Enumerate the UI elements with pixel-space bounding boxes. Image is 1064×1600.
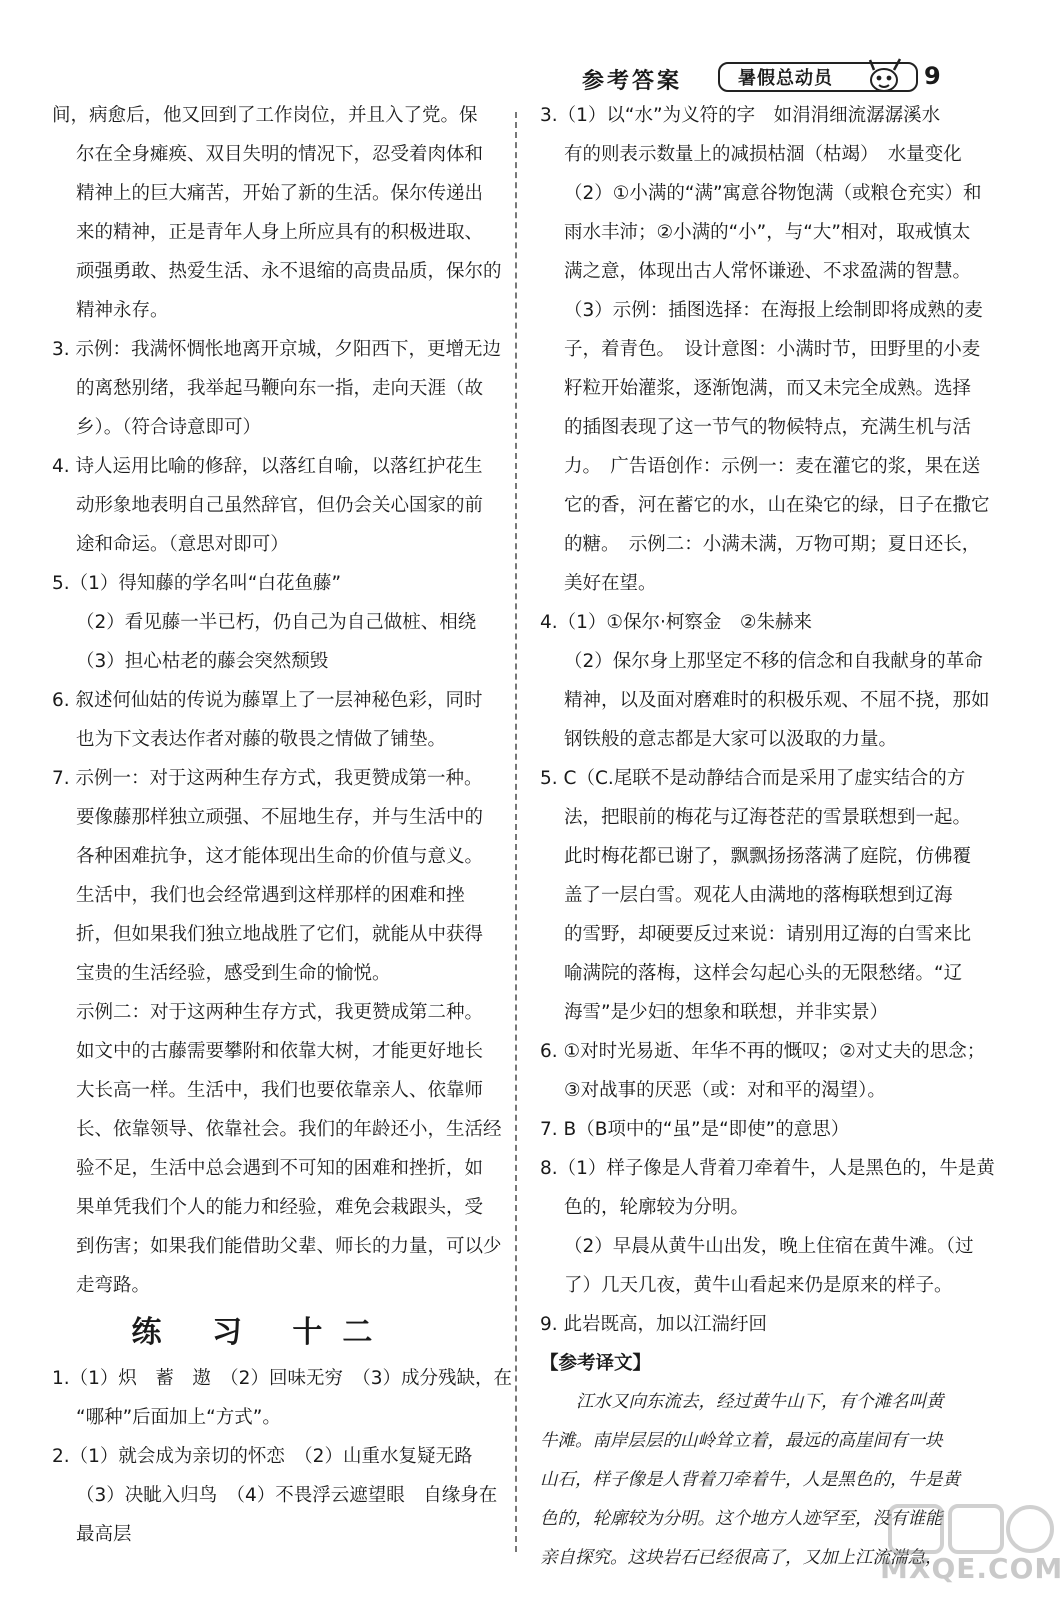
answer-line: 长、依靠领导、依靠社会。我们的年龄还小，生活经	[76, 1119, 502, 1140]
answer-line: ③对战事的厌恶（或：对和平的渴望）。	[564, 1080, 886, 1101]
answer-line: 要像藤那样独立顽强、不屈地生存，并与生活中的	[76, 807, 484, 828]
answer-line: 2.（1）就会成为亲切的怀恋 （2）山重水复疑无路	[52, 1446, 473, 1467]
answer-line: （2）①小满的“满”寓意谷物饱满（或粮仓充实）和	[564, 183, 982, 204]
translation-line: 牛滩。南岸层层的山岭耸立着，最远的高崖间有一块	[540, 1431, 943, 1451]
header-title: 参考答案	[582, 69, 683, 94]
answer-line: 6. 叙述何仙姑的传说为藤罩上了一层神秘色彩，同时	[52, 690, 483, 711]
answer-line: 雨水丰沛；②小满的“小”，与“大”相对，取戒慎太	[564, 222, 971, 243]
answer-line: 折，但如果我们独立地战胜了它们，就能从中获得	[76, 924, 484, 945]
answer-line: 9. 此岩既高，加以江湍纡回	[540, 1314, 768, 1335]
watermark-logo	[880, 1500, 1064, 1590]
answer-line: 了）几天几夜，黄牛山看起来仍是原来的样子。	[564, 1275, 953, 1296]
answer-line: 走弯路。	[76, 1275, 151, 1296]
translation-line: 色的，轮廓较为分明。这个地方人迹罕至，没有谁能	[540, 1509, 943, 1529]
answer-line: 精神，以及面对磨难时的积极乐观、不屈不挠，那如	[564, 690, 990, 711]
answer-line: 法，把眼前的梅花与辽海苍茫的雪景联想到一起。	[564, 807, 972, 828]
answer-line: 大长高一样。生活中，我们也要依靠亲人、依靠师	[76, 1080, 484, 1101]
answer-line: 4.（1）①保尔·柯察金 ②朱赫来	[540, 612, 812, 633]
answer-line: 7. 示例一：对于这两种生存方式，我更赞成第一种。	[52, 768, 483, 789]
answer-line: 最高层	[76, 1524, 132, 1545]
answer-line: 生活中，我们也会经常遇到这样那样的困难和挫	[76, 885, 465, 906]
watermark-text: MXQE.COM	[880, 1552, 1064, 1585]
right-column	[540, 96, 995, 1578]
answer-line: 也为下文表达作者对藤的敬畏之情做了铺垫。	[76, 729, 447, 750]
answer-line: 间，病愈后，他又回到了工作岗位，并且入了党。保	[52, 105, 478, 126]
header-tab: 暑假总动员	[718, 62, 918, 92]
answer-line: 有的则表示数量上的减损枯涸（枯竭） 水量变化	[564, 144, 962, 165]
answer-line: 它的香，河在蓄它的水，山在染它的绿，日子在撒它	[564, 495, 990, 516]
translation-line: 亲自探究。这块岩石已经很高了，又加上江流湍急，	[540, 1548, 943, 1568]
answer-line: 子，着青色。 设计意图：小满时节，田野里的小麦	[564, 339, 981, 360]
answer-line: 各种困难抗争，这才能体现出生命的价值与意义。	[76, 846, 484, 867]
answer-line: 5.（1）得知藤的学名叫“白花鱼藤”	[52, 573, 342, 594]
answer-line: 的离愁别绪，我举起马鞭向东一指，走向天涯（故	[76, 378, 484, 399]
answer-line: 的雪野，却硬要反过来说：请别用辽海的白雪来比	[564, 924, 972, 945]
answer-line: 力。 广告语创作：示例一：麦在灌它的浆，果在送	[564, 456, 981, 477]
answer-line: 6. ①对时光易逝、年华不再的慨叹；②对丈夫的思念；	[540, 1041, 986, 1062]
page-number: 9	[924, 62, 941, 90]
answer-line: 果单凭我们个人的能力和经验，难免会栽跟头，受	[76, 1197, 484, 1218]
translation-line: 山石，样子像是人背着刀牵着牛，人是黑色的，牛是黄	[540, 1470, 960, 1490]
answer-line: “哪种”后面加上“方式”。	[76, 1407, 281, 1428]
answer-line: 钢铁般的意志都是大家可以汲取的力量。	[564, 729, 898, 750]
answer-line: 美好在望。	[564, 573, 657, 594]
left-column	[52, 96, 512, 1554]
translation-line: 江水又向东流去，经过黄牛山下，有个滩名叫黄	[576, 1392, 944, 1412]
answer-line: 动形象地表明自己虽然辞官，但仍会关心国家的前	[76, 495, 484, 516]
answer-line: 满之意，体现出古人常怀谦逊、不求盈满的智慧。	[564, 261, 972, 282]
answer-line: 4. 诗人运用比喻的修辞，以落红自喻，以落红护花生	[52, 456, 483, 477]
answer-line: （3）示例：插图选择：在海报上绘制即将成熟的麦	[564, 300, 983, 321]
answer-line: 海雪”是少妇的想象和联想，并非实景）	[564, 1002, 889, 1023]
answer-line: （2）保尔身上那坚定不移的信念和自我献身的革命	[564, 651, 983, 672]
answer-line: 8.（1）样子像是人背着刀牵着牛，人是黑色的，牛是黄	[540, 1158, 995, 1179]
answer-line: （2）早晨从黄牛山出发，晚上住宿在黄牛滩。（过	[564, 1236, 974, 1257]
answer-line: 此时梅花都已谢了，飘飘扬扬落满了庭院，仿佛覆	[564, 846, 972, 867]
column-divider	[515, 112, 517, 1552]
answer-line: 盖了一层白雪。观花人由满地的落梅联想到辽海	[564, 885, 953, 906]
translation-label: 【参考译文】	[540, 1353, 652, 1374]
section-heading: 练 习 十二	[131, 1315, 393, 1350]
answer-line: （2）看见藤一半已朽，仍自己为自己做桩、相绕	[76, 612, 477, 633]
answer-line: 到伤害；如果我们能借助父辈、师长的力量，可以少	[76, 1236, 502, 1257]
answer-line: 如文中的古藤需要攀附和依靠大树，才能更好地长	[76, 1041, 484, 1062]
answer-line: 色的，轮廓较为分明。	[564, 1197, 750, 1218]
answer-line: 7. B（B项中的“虽”是“即使”的意思）	[540, 1119, 850, 1140]
answer-line: 的插图表现了这一节气的物候特点，充满生机与活	[564, 417, 972, 438]
answer-line: 验不足，生活中总会遇到不可知的困难和挫折，如	[76, 1158, 484, 1179]
answer-line: 喻满院的落梅，这样会勾起心头的无限愁绪。“辽	[564, 963, 963, 984]
answer-line: 尔在全身瘫痪、双目失明的情况下，忍受着肉体和	[76, 144, 484, 165]
mascot-icon	[862, 54, 906, 98]
answer-line: 的糖。 示例二：小满未满，万物可期；夏日还长，	[564, 534, 981, 555]
answer-line: 5. C（C.尾联不是动静结合而是采用了虚实结合的方	[540, 768, 966, 789]
answer-line: 精神上的巨大痛苦，开始了新的生活。保尔传递出	[76, 183, 484, 204]
watermark-stamp-icon	[880, 1500, 1060, 1560]
answer-line: 乡）。（符合诗意即可）	[76, 417, 262, 438]
answer-line: 3.（1）以“水”为义符的字 如涓涓细流潺潺溪水	[540, 105, 941, 126]
answer-line: 1.（1）炽 蓄 遨 （2）回味无穷 （3）成分残缺，在	[52, 1368, 512, 1389]
answer-line: 籽粒开始灌浆，逐渐饱满，而又未完全成熟。选择	[564, 378, 972, 399]
answer-line: （3）担心枯老的藤会突然颓毁	[76, 651, 329, 672]
answer-line: 宝贵的生活经验，感受到生命的愉悦。	[76, 963, 391, 984]
answer-line: 3. 示例：我满怀惆怅地离开京城，夕阳西下，更增无边	[52, 339, 502, 360]
answer-line: 精神永存。	[76, 300, 169, 321]
answer-line: 示例二：对于这两种生存方式，我更赞成第二种。	[76, 1002, 484, 1023]
answer-line: 顽强勇敢、热爱生活、永不退缩的高贵品质，保尔的	[76, 261, 502, 282]
answer-line: （3）决眦入归鸟 （4）不畏浮云遮望眼 自缘身在	[76, 1485, 498, 1506]
answer-line: 来的精神，正是青年人身上所应具有的积极进取、	[76, 222, 484, 243]
answer-line: 途和命运。（意思对即可）	[76, 534, 289, 555]
